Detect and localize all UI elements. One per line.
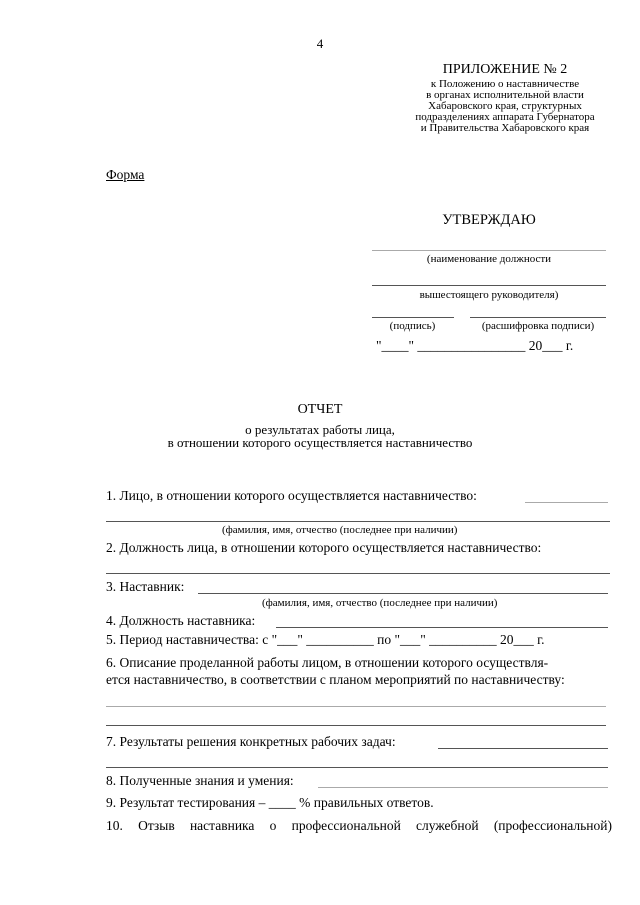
decoding-line	[470, 317, 606, 318]
item-7-label: 7. Результаты решения конкретных рабочих задач:	[106, 734, 396, 749]
report-subtitle: о результатах работы лица, в отношении которого осуществляется наставничество	[167, 422, 473, 450]
item-10-label: 10. Отзыв наставника о профессиональной служебной (профессиональной)	[106, 818, 612, 833]
fio-caption-1: (фамилия, имя, отчество (последнее при наличии)	[222, 524, 458, 536]
item-7-field-line2[interactable]	[106, 767, 608, 768]
approve-title: УТВЕРЖДАЮ	[442, 212, 536, 228]
item-4-field[interactable]	[276, 627, 608, 628]
form-label: Форма	[106, 167, 145, 182]
page-number: 4	[316, 36, 324, 51]
approve-date: "____" ________________ 20___ г.	[376, 338, 574, 353]
item-5-label: 5. Период наставничества: с "___" __________ по "___" __________ 20___ г.	[106, 632, 545, 647]
position-caption: (наименование должности	[426, 253, 552, 265]
position-line	[372, 250, 606, 251]
report-title: ОТЧЕТ	[297, 402, 343, 417]
item-1-label: 1. Лицо, в отношении которого осуществляется наставничество:	[106, 488, 477, 503]
item-6-field-line2[interactable]	[106, 725, 606, 726]
item-3-label: 3. Наставник:	[106, 579, 185, 594]
appendix-text: к Положению о наставничестве в органах исполнительной власти Хабаровского края, структурных подразделениях аппарата Губернатора и Правительства Хабаровского края	[415, 78, 595, 134]
superior-caption: вышестоящего руководителя)	[419, 289, 559, 301]
appendix-header	[390, 62, 620, 134]
item-9-label: 9. Результат тестирования – ____ % правильных ответов.	[106, 795, 434, 810]
item-1-fio-line[interactable]	[106, 521, 610, 522]
item-2-label: 2. Должность лица, в отношении которого осуществляется наставничество:	[106, 540, 542, 555]
item-8-label: 8. Полученные знания и умения:	[106, 773, 294, 788]
appendix-title: ПРИЛОЖЕНИЕ № 2	[442, 62, 568, 77]
item-6-label-line1: 6. Описание проделанной работы лицом, в отношении которого осуществля-	[106, 655, 549, 670]
signature-line	[372, 317, 454, 318]
fio-caption-2: (фамилия, имя, отчество (последнее при наличии)	[262, 597, 498, 609]
item-3-field[interactable]	[198, 593, 608, 594]
item-4-label: 4. Должность наставника:	[106, 613, 256, 628]
item-6-label-line2: ется наставничество, в соответствии с планом мероприятий по наставничеству:	[106, 672, 565, 687]
item-7-field[interactable]	[438, 748, 608, 749]
decoding-caption: (расшифровка подписи)	[481, 320, 595, 332]
item-6-field-line1[interactable]	[106, 706, 606, 707]
item-8-field[interactable]	[318, 787, 608, 788]
item-1-field[interactable]	[525, 502, 608, 503]
superior-line	[372, 285, 606, 286]
signature-caption: (подпись)	[389, 320, 436, 332]
item-2-field[interactable]	[106, 573, 610, 574]
